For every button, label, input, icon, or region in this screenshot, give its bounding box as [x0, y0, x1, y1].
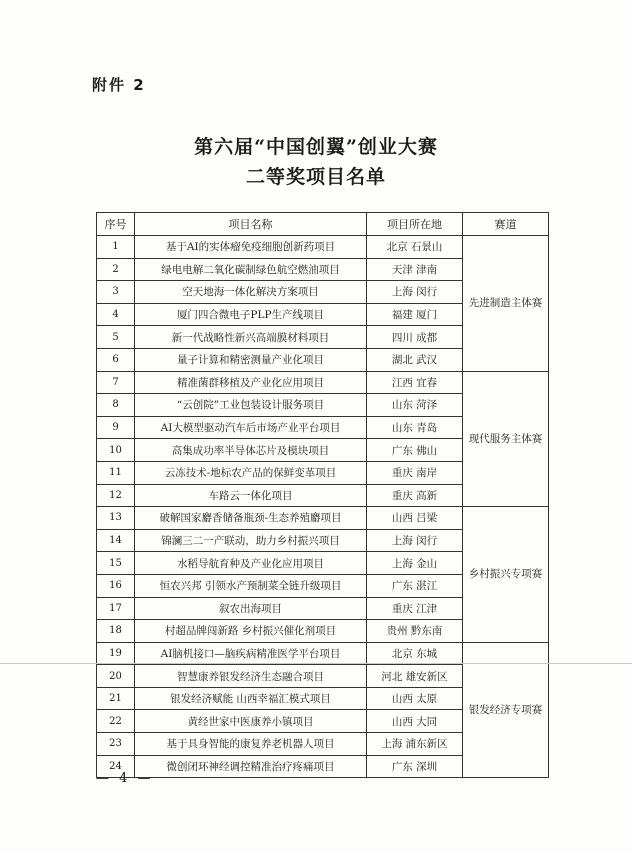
- row-seq: 18: [97, 620, 135, 643]
- row-project-name: 精准菌群移植及产业化应用项目: [135, 371, 367, 394]
- row-track: 现代服务主体赛: [463, 371, 549, 507]
- attachment-label: 附件 2: [92, 76, 146, 94]
- row-seq: 4: [97, 303, 135, 326]
- row-project-name: AI大模型驱动汽车后市场产业平台项目: [135, 416, 367, 439]
- row-project-name: 高集成功率半导体芯片及模块项目: [135, 439, 367, 462]
- row-location: 广东 佛山: [367, 439, 463, 462]
- row-project-name: 叙农出海项目: [135, 597, 367, 620]
- document-subtitle: 二等奖项目名单: [245, 166, 386, 188]
- row-project-name: 量子计算和精密测量产业化项目: [135, 348, 367, 371]
- row-location: 山西 吕梁: [367, 507, 463, 530]
- row-location: 山西 太原: [367, 687, 463, 710]
- row-track: 银发经济专项赛: [463, 642, 549, 778]
- row-location: 重庆 南岸: [367, 461, 463, 484]
- row-location: 山东 菏泽: [367, 394, 463, 417]
- row-project-name: 黄经世家中医康养小镇项目: [135, 710, 367, 733]
- table-row: [97, 642, 549, 665]
- header-track: 赛道: [463, 213, 549, 236]
- row-track: 乡村振兴专项赛: [463, 507, 549, 643]
- row-location: 贵州 黔东南: [367, 620, 463, 643]
- table-row: [97, 236, 549, 259]
- row-seq: 22: [97, 710, 135, 733]
- row-seq: 2: [97, 258, 135, 281]
- document-title: 第六届“中国创翼”创业大赛: [194, 136, 438, 158]
- row-project-name: 恒农兴邦 引领水产预制菜全链升级项目: [135, 574, 367, 597]
- row-seq: 16: [97, 574, 135, 597]
- row-seq: 1: [97, 236, 135, 259]
- row-location: 山东 青岛: [367, 416, 463, 439]
- row-seq: 21: [97, 687, 135, 710]
- row-location: 江西 宜春: [367, 371, 463, 394]
- row-project-name: AI脑机接口—脑疾病精准医学平台项目: [135, 642, 367, 665]
- row-location: 上海 闵行: [367, 281, 463, 304]
- row-location: 河北 雄安新区: [367, 665, 463, 688]
- row-project-name: 锦澜三二一产联动，助力乡村振兴项目: [135, 529, 367, 552]
- table-body: [97, 236, 549, 778]
- row-seq: 6: [97, 348, 135, 371]
- row-project-name: 厦门四合微电子PLP生产线项目: [135, 303, 367, 326]
- row-project-name: 水稻导航育种及产业化应用项目: [135, 552, 367, 575]
- row-location: 重庆 江津: [367, 597, 463, 620]
- award-table: [96, 212, 549, 778]
- row-project-name: 绿电电解二氧化碳制绿色航空燃油项目: [135, 258, 367, 281]
- row-seq: 20: [97, 665, 135, 688]
- row-seq: 7: [97, 371, 135, 394]
- row-seq: 14: [97, 529, 135, 552]
- row-location: 天津 津南: [367, 258, 463, 281]
- row-seq: 12: [97, 484, 135, 507]
- row-project-name: 基于AI的实体瘤免疫细胞创新药项目: [135, 236, 367, 259]
- row-seq: 13: [97, 507, 135, 530]
- row-project-name: 基于具身智能的康复养老机器人项目: [135, 733, 367, 756]
- row-location: 北京 石景山: [367, 236, 463, 259]
- header-seq: 序号: [97, 213, 135, 236]
- row-project-name: 云冻技术-地标农产品的保鲜变革项目: [135, 461, 367, 484]
- row-seq: 15: [97, 552, 135, 575]
- table-row: [97, 507, 549, 530]
- row-seq: 23: [97, 733, 135, 756]
- row-project-name: 智慧康养银发经济生态融合项目: [135, 665, 367, 688]
- row-project-name: 新一代战略性新兴高端膜材料项目: [135, 326, 367, 349]
- row-project-name: 银发经济赋能 山西幸福汇模式项目: [135, 687, 367, 710]
- scan-line: [0, 663, 632, 664]
- row-location: 广东 湛江: [367, 574, 463, 597]
- page-number: — 4 —: [96, 771, 154, 786]
- row-seq: 3: [97, 281, 135, 304]
- row-location: 上海 闵行: [367, 529, 463, 552]
- row-project-name: 微创闭环神经调控精准治疗疼痛项目: [135, 755, 367, 778]
- row-project-name: 破解国家麝香储备瓶颈-生态养殖麝项目: [135, 507, 367, 530]
- row-project-name: 空天地海一体化解决方案项目: [135, 281, 367, 304]
- row-location: 重庆 高新: [367, 484, 463, 507]
- row-location: 湖北 武汉: [367, 348, 463, 371]
- header-name: 项目名称: [135, 213, 367, 236]
- row-seq: 19: [97, 642, 135, 665]
- header-location: 项目所在地: [367, 213, 463, 236]
- table-header-row: [97, 213, 549, 236]
- row-location: 北京 东城: [367, 642, 463, 665]
- row-seq: 11: [97, 461, 135, 484]
- row-location: 福建 厦门: [367, 303, 463, 326]
- row-seq: 8: [97, 394, 135, 417]
- row-project-name: 车路云一体化项目: [135, 484, 367, 507]
- row-seq: 24: [97, 755, 135, 778]
- row-seq: 9: [97, 416, 135, 439]
- row-location: 上海 浦东新区: [367, 733, 463, 756]
- row-location: 四川 成都: [367, 326, 463, 349]
- row-seq: 5: [97, 326, 135, 349]
- row-project-name: “云创院”工业包装设计服务项目: [135, 394, 367, 417]
- row-location: 上海 金山: [367, 552, 463, 575]
- row-seq: 17: [97, 597, 135, 620]
- row-track: 先进制造主体赛: [463, 236, 549, 372]
- row-project-name: 村超品牌闯新路 乡村振兴催化剂项目: [135, 620, 367, 643]
- table-row: [97, 371, 549, 394]
- row-location: 山西 大同: [367, 710, 463, 733]
- row-location: 广东 深圳: [367, 755, 463, 778]
- row-seq: 10: [97, 439, 135, 462]
